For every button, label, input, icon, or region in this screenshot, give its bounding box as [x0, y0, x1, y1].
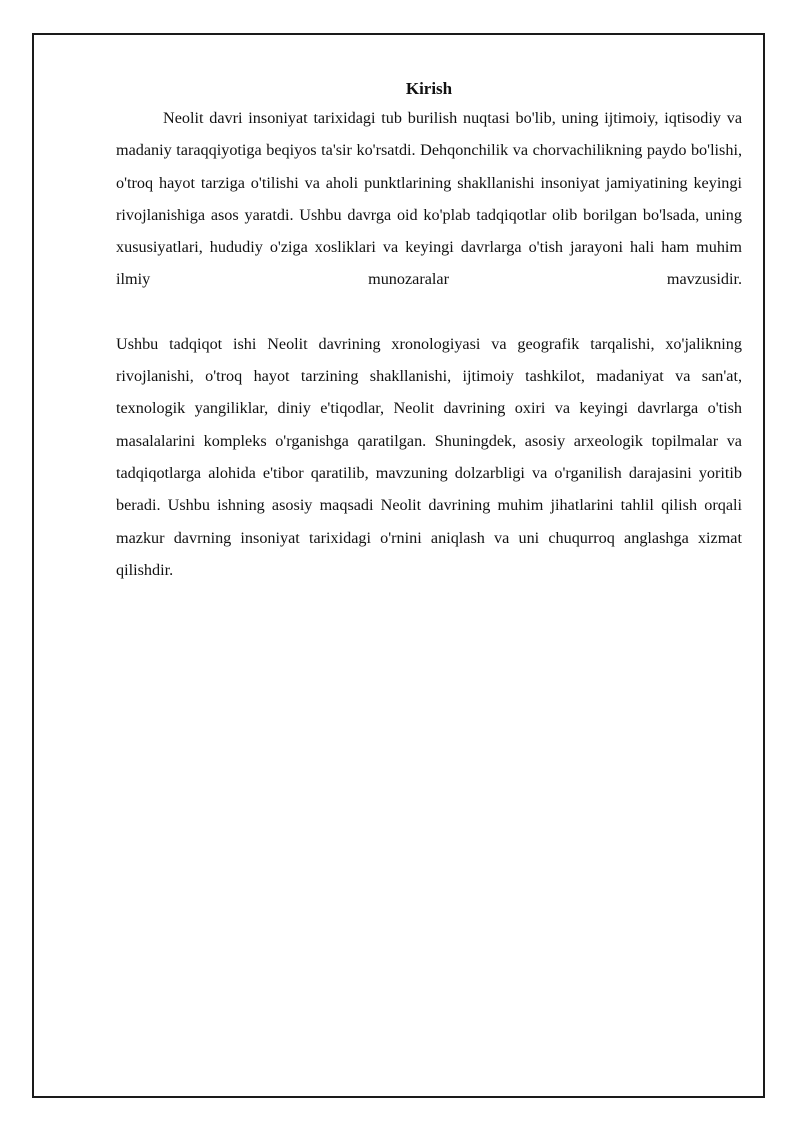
- paragraph-research-goal: Ushbu tadqiqot ishi Neolit davrining xronologiyasi va geografik tarqalishi, xo'jalikning rivojlanishi, o'troq hayot tarzining shakllanishi, ijtimoiy tashkilot, madaniyat va san'at, texnologik yangiliklar, diniy e'tiqodlar, Neolit davrining oxiri va keyingi davrlarga o'tish masalalarini kompleks o'rganishga qaratilgan. Shuningdek, asosiy arxeologik topilmalar va tadqiqotlarga alohida e'tibor qaratilib, mavzuning dolzarbligi va o'rganilish darajasini yoritib beradi. Ushbu ishning asosiy maqsadi Neolit davrining muhim jihatlarini tahlil qilish orqali mazkur davrning insoniyat tarixidagi o'rnini aniqlash va uni chuqurroq anglashga xizmat qilishdir.: [116, 334, 742, 579]
- section-title: Kirish: [405, 79, 453, 98]
- paragraph-introduction: Neolit davri insoniyat tarixidagi tub burilish nuqtasi bo'lib, uning ijtimoiy, iqtisodiy va madaniy taraqqiyotiga beqiyos ta'sir ko'rsatdi. Dehqonchilik va chorvachilikning paydo bo'lishi, o'troq hayot tarziga o'tilishi va aholi punktlarining shakllanishi insoniyat jamiyatining keyingi rivojlanishiga asos yaratdi. Ushbu davrga oid ko'plab tadqiqotlar olib borilgan bo'lsada, uning xususiyatlari, hududiy o'ziga xosliklari va keyingi davrlarga o'tish jarayoni hali ham muhim ilmiy munozaralar mavzusidir.: [116, 109, 742, 289]
- document-body: [116, 76, 742, 586]
- paragraph-spacer: [116, 296, 742, 328]
